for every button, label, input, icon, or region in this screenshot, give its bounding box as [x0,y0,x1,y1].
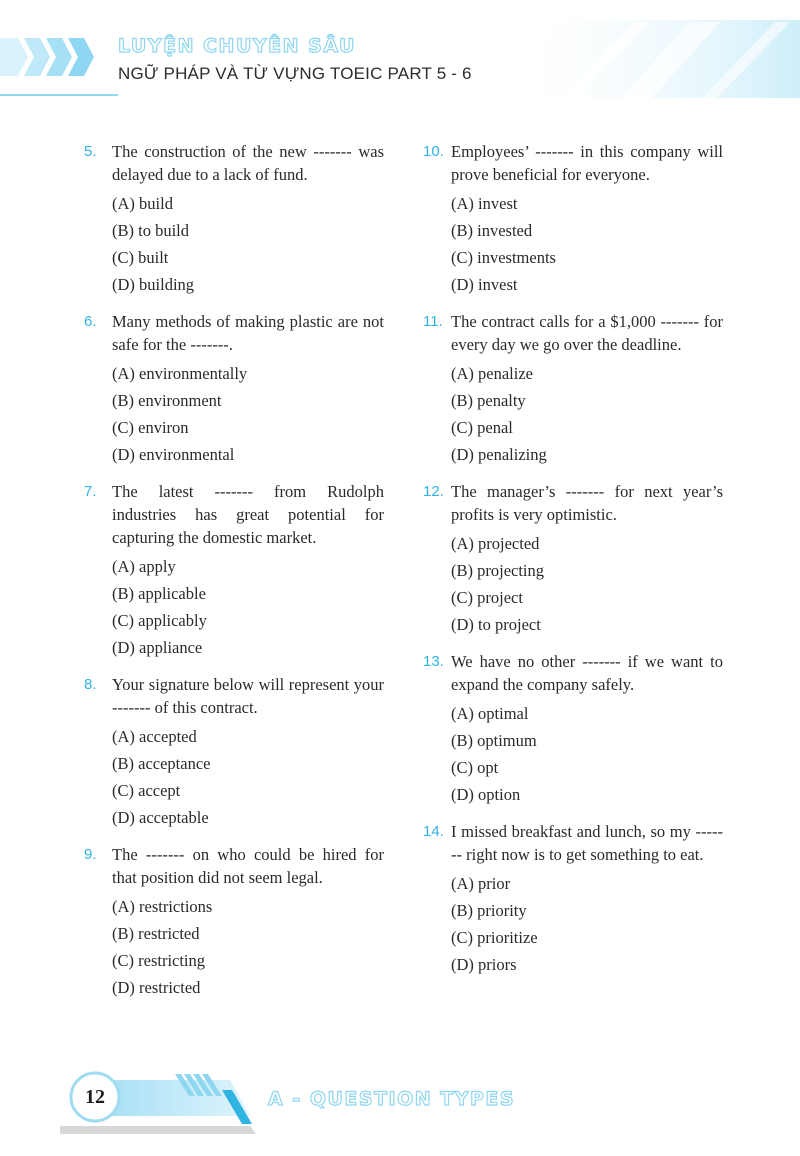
question-text: I missed breakfast and lunch, so my ------- right now is to get something to eat. [451,822,723,864]
question-number: 10. [423,143,444,160]
question-12 [423,480,723,638]
option-c: (C) project [451,588,523,607]
question-11 [423,310,723,468]
question-9 [84,843,384,1001]
section-title: A - QUESTION TYPES [268,1088,516,1110]
option-b: (B) acceptance [112,754,211,773]
option-c: (C) applicably [112,611,207,630]
option-d: (D) to project [451,615,541,634]
question-text: Many methods of making plastic are not safe for the -------. [112,312,384,354]
option-a: (A) optimal [451,704,529,723]
answer-options [112,553,384,661]
option-a: (A) invest [451,194,518,213]
option-d: (D) appliance [112,638,203,657]
answer-options [451,360,723,468]
question-number: 13. [423,653,444,670]
option-a: (A) prior [451,874,511,893]
page-footer [0,1060,800,1156]
option-b: (B) projecting [451,561,545,580]
option-a: (A) apply [112,557,176,576]
question-column-right [423,140,723,990]
answer-options [112,360,384,468]
question-number: 9. [84,846,97,863]
page-number: 12 [85,1086,105,1108]
option-a: (A) penalize [451,364,533,383]
option-d: (D) penalizing [451,445,547,464]
answer-options [451,190,723,298]
option-b: (B) applicable [112,584,206,603]
answer-options [112,723,384,831]
option-c: (C) penal [451,418,513,437]
question-text: The contract calls for a $1,000 ------- for every day we go over the deadline. [451,312,723,354]
option-d: (D) invest [451,275,518,294]
answer-options [112,893,384,1001]
question-number: 7. [84,483,97,500]
question-6 [84,310,384,468]
question-10 [423,140,723,298]
brand-title: LUYỆN CHUYÊN SÂU [118,35,356,57]
option-a: (A) restrictions [112,897,213,916]
option-b: (B) optimum [451,731,537,750]
option-a: (A) accepted [112,727,197,746]
option-d: (D) building [112,275,195,294]
book-subtitle: NGỮ PHÁP VÀ TỪ VỰNG TOEIC PART 5 - 6 [118,64,472,83]
question-text: The construction of the new ------- was delayed due to a lack of fund. [112,142,384,184]
question-13 [423,650,723,808]
option-c: (C) built [112,248,169,267]
option-c: (C) environ [112,418,189,437]
question-column-left [84,140,384,1013]
option-c: (C) prioritize [451,928,538,947]
option-a: (A) build [112,194,173,213]
option-c: (C) investments [451,248,556,267]
question-5 [84,140,384,298]
option-d: (D) priors [451,955,517,974]
question-number: 14. [423,823,444,840]
option-b: (B) priority [451,901,527,920]
question-text: Your signature below will represent your ------- of this contract. [112,675,384,717]
option-c: (C) restricting [112,951,206,970]
question-text: We have no other ------- if we want to expand the company safely. [451,652,723,694]
option-a: (A) projected [451,534,540,553]
question-text: The manager’s ------- for next year’s profits is very optimistic. [451,482,723,524]
option-d: (D) restricted [112,978,201,997]
question-text: The latest ------- from Rudolph industries has great potential for capturing the domestic market. [112,482,384,547]
question-text: The ------- on who could be hired for that position did not seem legal. [112,845,384,887]
question-number: 12. [423,483,444,500]
question-7 [84,480,384,661]
question-text: Employees’ ------- in this company will prove beneficial for everyone. [451,142,723,184]
page-header [0,0,800,110]
answer-options [112,190,384,298]
option-d: (D) option [451,785,521,804]
option-b: (B) penalty [451,391,526,410]
question-number: 5. [84,143,97,160]
question-8 [84,673,384,831]
option-b: (B) invested [451,221,533,240]
question-number: 11. [423,313,443,330]
question-number: 6. [84,313,97,330]
option-d: (D) environmental [112,445,235,464]
option-c: (C) opt [451,758,499,777]
answer-options [451,700,723,808]
option-b: (B) to build [112,221,189,240]
option-b: (B) environment [112,391,222,410]
answer-options [451,530,723,638]
question-number: 8. [84,676,97,693]
option-b: (B) restricted [112,924,200,943]
option-a: (A) environmentally [112,364,248,383]
option-c: (C) accept [112,781,181,800]
answer-options [451,870,723,978]
question-14 [423,820,723,978]
option-d: (D) acceptable [112,808,209,827]
